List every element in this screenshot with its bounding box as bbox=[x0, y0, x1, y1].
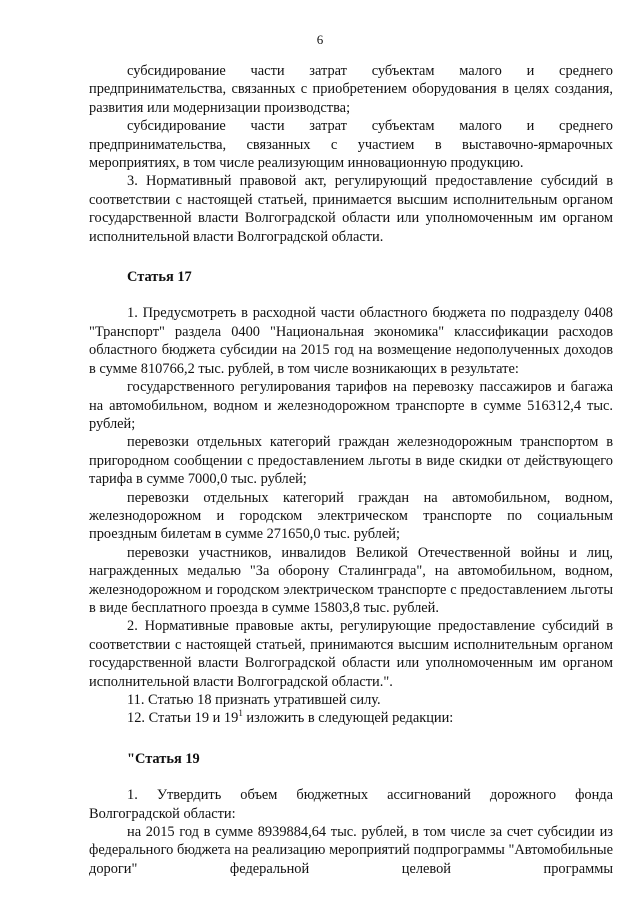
paragraph-subsidy-equipment: субсидирование части затрат субъектам малого и среднего предпринимательства, связанных с приобретением оборудования в целях создания, развития или модернизации производства; bbox=[89, 63, 613, 116]
document-body bbox=[89, 62, 613, 878]
paragraph-12 bbox=[89, 709, 613, 727]
paragraph-a17-social-tickets: перевозки отдельных категорий граждан на автомобильном, водном, железнодорожном и городском электрическом транспорте по социальным проездным билетам в сумме 271650,0 тыс. рублей; bbox=[89, 489, 613, 543]
paragraph-a17-rail: перевозки отдельных категорий граждан железнодорожным транспортом в пригородном сообщении с предоставлением льготы в виде скидки от действующего тарифа в сумме 7000,0 тыс. рублей; bbox=[89, 434, 613, 488]
paragraph-a19-1: 1. Утвердить объем бюджетных ассигнований дорожного фонда Волгоградской области: bbox=[89, 787, 613, 822]
paragraph-subsidy-exhibitions: субсидирование части затрат субъектам малого и среднего предпринимательства, связанных с участием в выставочно-ярмарочных мероприятиях, в том числе реализующим инновационную продукцию. bbox=[89, 118, 613, 172]
paragraph-a17-veterans: перевозки участников, инвалидов Великой Отечественной войны и лиц, награжденных медалью "За оборону Сталинграда", на автомобильном, водном, железнодорожном и городском электрическом транспорте с предоставлением льготы в виде бесплатного проезда в сумме 15803,8 тыс. рублей. bbox=[89, 544, 613, 616]
paragraph-12-superscript: 1 bbox=[238, 708, 243, 719]
paragraph-a19-2015: на 2015 год в сумме 8939884,64 тыс. рублей, в том числе за счет субсидии из федерального бюджета на реализацию мероприятий подпрограммы "Автомобильные дороги" федеральной целевой программы bbox=[89, 824, 613, 877]
paragraph-a17-tariffs: государственного регулирования тарифов на перевозку пассажиров и багажа на автомобильном, водном и железнодорожном транспорте в сумме 516312,4 тыс. рублей; bbox=[89, 379, 613, 432]
paragraph-a17-1: 1. Предусмотреть в расходной части областного бюджета по подразделу 0408 "Транспорт" раздела 0400 "Национальная экономика" классификации расходов областного бюджета субсидии на 2015 год на возмещение недополученных доходов в сумме 810766,2 тыс. рублей, в том числе возникающих в результате: bbox=[89, 305, 613, 377]
page-number: 6 bbox=[316, 32, 324, 47]
article-17-heading: Статья 17 bbox=[127, 269, 192, 286]
article-19-heading: "Статья 19 bbox=[127, 750, 200, 767]
paragraph-12-suffix: изложить в следующей редакции: bbox=[242, 710, 454, 727]
paragraph-11: 11. Статью 18 признать утратившей силу. bbox=[127, 692, 381, 708]
paragraph-a17-2: 2. Нормативные правовые акты, регулирующие предоставление субсидий в соответствии с настоящей статьей, принимаются высшим исполнительным органом государственной власти Волгоградской области или уполномоченным им органом исполнительной власти Волгоградской области.". bbox=[89, 618, 613, 690]
paragraph-12-prefix: 12. Статьи 19 и 19 bbox=[127, 710, 239, 727]
paragraph-normative-act-3: 3. Нормативный правовой акт, регулирующий предоставление субсидий в соответствии с настоящей статьей, принимается высшим исполнительным органом государственной власти Волгоградской области или уполномоченным им органом исполнительной власти Волгоградской области. bbox=[89, 173, 613, 245]
